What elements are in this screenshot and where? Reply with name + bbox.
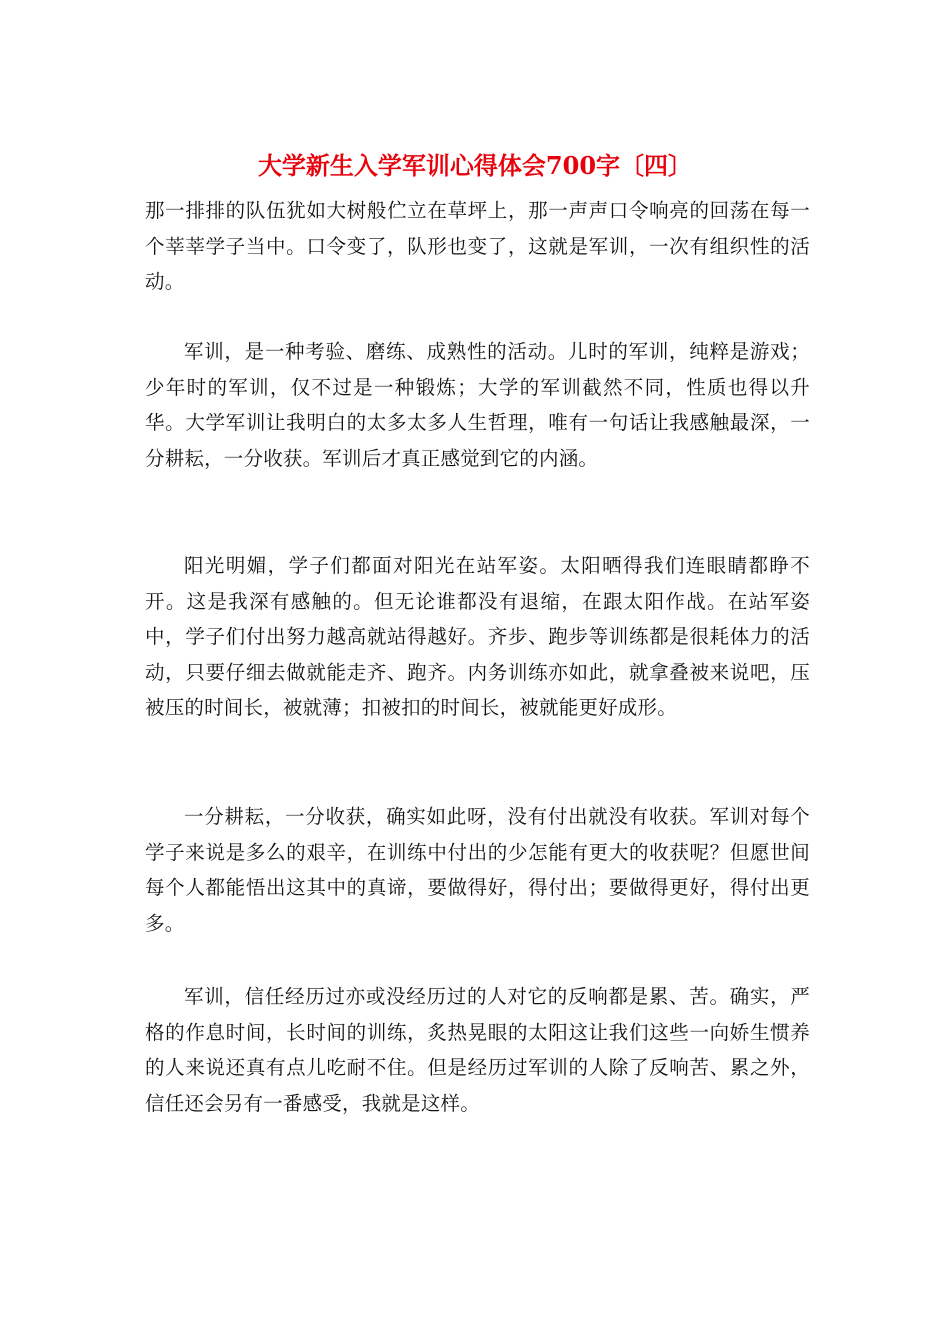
document-title: 大学新生入学军训心得体会700字〔四〕 — [257, 151, 693, 180]
paragraph-5: 军训，信任经历过亦或没经历过的人对它的反响都是累、苦。确实，严格的作息时间，长时间的训练，炙热晃眼的太阳这让我们这些一向娇生惯养的人来说还真有点儿吃耐不住。但是经历过军训的人除了反响苦、累之外，信任还会另有一番感受，我就是这样。 — [145, 985, 810, 1115]
paragraph-4: 一分耕耘，一分收获，确实如此呀，没有付出就没有收获。军训对每个学子来说是多么的艰辛，在训练中付出的少怎能有更大的收获呢？但愿世间每个人都能悟出这其中的真谛，要做得好，得付出；要做得更好，得付出更多。 — [145, 805, 810, 935]
paragraph-2: 军训，是一种考验、磨练、成熟性的活动。儿时的军训，纯粹是游戏；少年时的军训，仅不过是一种锻炼；大学的军训截然不同，性质也得以升华。大学军训让我明白的太多太多人生哲理，唯有一句话让我感触最深，一分耕耘，一分收获。军训后才真正感觉到它的内涵。 — [145, 340, 810, 470]
paragraph-3: 阳光明媚，学子们都面对阳光在站军姿。太阳晒得我们连眼睛都睁不开。这是我深有感触的。但无论谁都没有退缩，在跟太阳作战。在站军姿中，学子们付出努力越高就站得越好。齐步、跑步等训练都是很耗体力的活动，只要仔细去做就能走齐、跑齐。内务训练亦如此，就拿叠被来说吧，压被压的时间长，被就薄；扣被扣的时间长，被就能更好成形。 — [145, 554, 810, 719]
paragraph-1: 那一排排的队伍犹如大树般伫立在草坪上，那一声声口令响亮的回荡在每一个莘莘学子当中。口令变了，队形也变了，这就是军训，一次有组织性的活动。 — [145, 199, 810, 293]
